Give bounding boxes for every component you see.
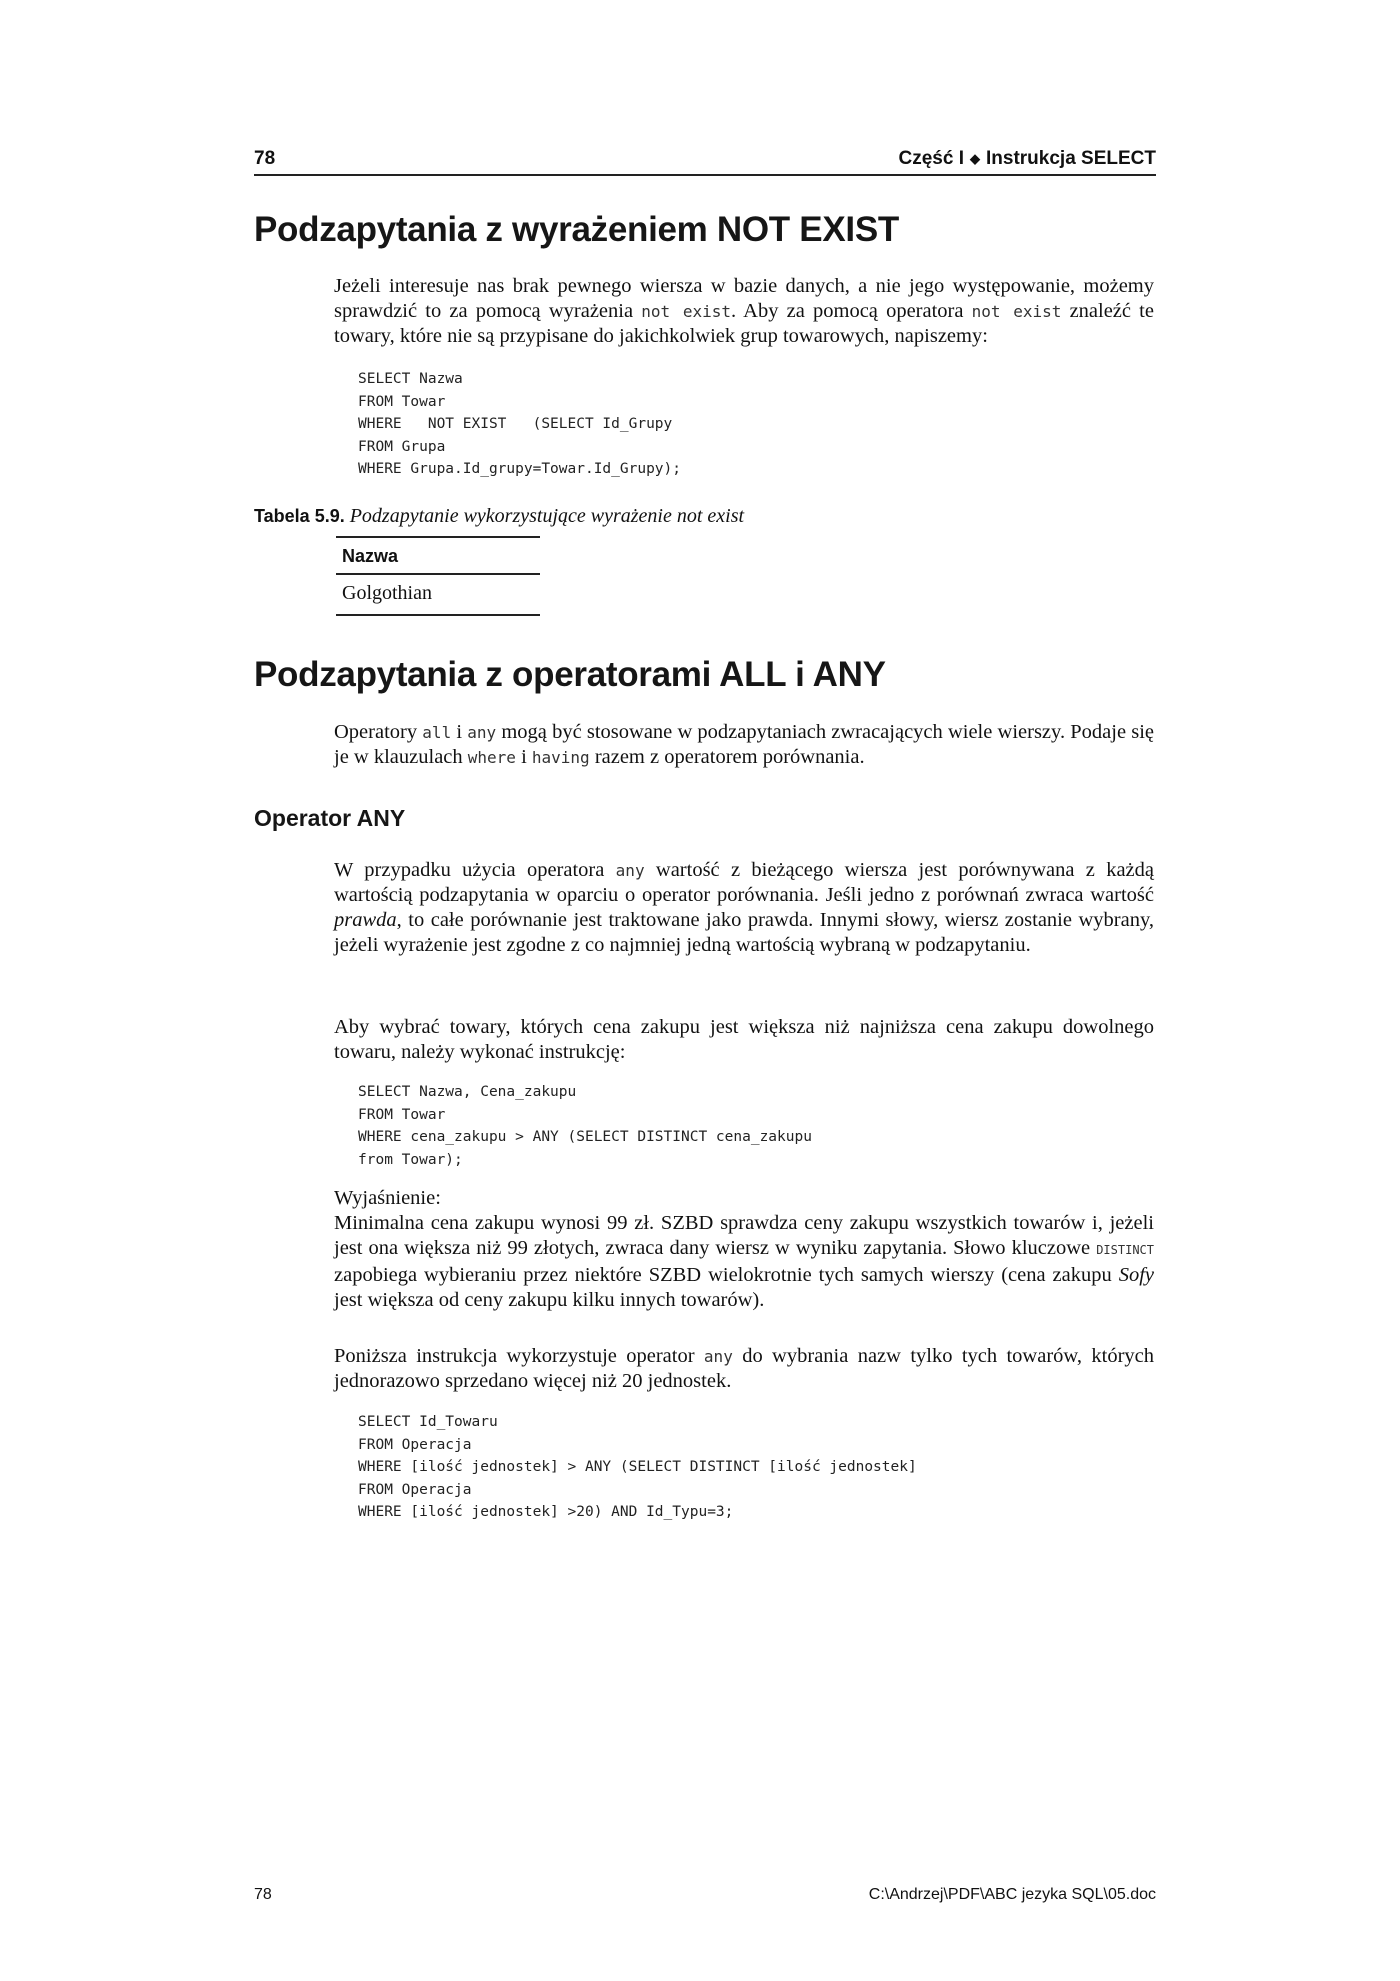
text-run: Operatory [334, 721, 423, 743]
text-run: Jeżeli interesuje nas brak pewnego wiersza w bazie danych, a nie jego występowanie, możemy sprawdzić to za pomocą wyrażenia [334, 275, 1154, 322]
text-run: . Aby za pomocą operatora [730, 300, 972, 322]
paragraph-all-any-intro [334, 720, 1154, 770]
inline-code: not exist [641, 302, 731, 321]
text-run: Poniższa instrukcja wykorzystuje operator [334, 1345, 704, 1367]
header-part: Część I [898, 148, 964, 169]
table-row [336, 574, 540, 615]
inline-code: all [422, 723, 452, 742]
paragraph-any-explanation [334, 858, 1154, 958]
code-block-any-2: SELECT Id_Towaru FROM Operacja WHERE [ilość jednostek] > ANY (SELECT DISTINCT [ilość jednostek] FROM Operacja WHERE [ilość jednostek] >20) AND Id_Typu=3; [358, 1414, 917, 1520]
result-table [336, 536, 540, 616]
table-cell: Golgothian [336, 574, 540, 615]
text-run: i [515, 746, 532, 768]
inline-code: not exist [971, 302, 1062, 321]
text-run: Minimalna cena zakupu wynosi 99 zł. SZBD sprawdza ceny zakupu wszystkich towarów i, jeżeli jest ona większa niż 99 złotych, zwraca dany wiersz w wyniku zapytania. Słowo kluczowe [334, 1212, 1154, 1259]
header-page-number: 78 [254, 148, 276, 169]
paragraph-any-example-intro: Aby wybrać towary, których cena zakupu jest większa niż najniższa cena zakupu dowolnego towaru, należy wykonać instrukcję: [334, 1016, 1154, 1063]
table-label: Tabela 5.9. [254, 506, 345, 526]
footer-page-number: 78 [254, 1886, 272, 1903]
emphasis-text: Sofy [1118, 1264, 1154, 1286]
inline-code: any [703, 1347, 733, 1366]
text-run: i [451, 721, 468, 743]
footer-file-path: C:\Andrzej\PDF\ABC jezyka SQL\05.doc [868, 1886, 1156, 1903]
code-block-not-exist: SELECT Nazwa FROM Towar WHERE NOT EXIST (SELECT Id_Grupy FROM Grupa WHERE Grupa.Id_grupy=Towar.Id_Grupy); [358, 371, 682, 477]
table-caption [254, 505, 744, 528]
text-run: razem z operatorem porównania. [589, 746, 865, 768]
paragraph-explanation [334, 1211, 1154, 1313]
text-run: mogą być stosowane w podzapytaniach zwracających wiele wierszy. Podaje się je w klauzulach [334, 721, 1154, 768]
paragraph-any-example2-intro [334, 1344, 1154, 1394]
text-run: wartość z bieżącego wiersza jest porównywana z każdą wartością podzapytania w oparciu o operator porównania. Jeśli jedno z porównań zwraca wartość [334, 859, 1155, 906]
explanation-label: Wyjaśnienie: [334, 1187, 441, 1209]
page-header [254, 148, 1156, 176]
inline-code: any [615, 861, 645, 880]
section-title-all-any: Podzapytania z operatorami ALL i ANY [254, 655, 886, 694]
paragraph-not-exist-intro [334, 274, 1154, 349]
header-chapter: Instrukcja SELECT [986, 148, 1156, 169]
section-title-not-exist: Podzapytania z wyrażeniem NOT EXIST [254, 210, 899, 249]
inline-code: where [467, 748, 516, 767]
diamond-icon: ◆ [970, 151, 980, 166]
code-block-any-1: SELECT Nazwa, Cena_zakupu FROM Towar WHERE cena_zakupu > ANY (SELECT DISTINCT cena_zakupu from Towar); [358, 1084, 812, 1168]
inline-code: any [467, 723, 497, 742]
inline-code: having [531, 748, 590, 767]
column-header-nazwa: Nazwa [336, 537, 540, 574]
header-chapter-info [899, 148, 1156, 170]
text-run: jest większa od ceny zakupu kilku innych towarów). [334, 1289, 765, 1311]
text-run: , to całe porównanie jest traktowane jako prawda. Innymi słowy, wiersz zostanie wybrany, jeżeli wyrażenie jest zgodne z co najmniej jedną wartością wybraną w podzapytaniu. [334, 909, 1154, 956]
text-run: zapobiega wybieraniu przez niektóre SZBD wielokrotnie tych samych wierszy (cena zakupu [334, 1264, 1119, 1286]
inline-code: DISTINCT [1096, 1243, 1154, 1257]
subsection-title-operator-any: Operator ANY [254, 805, 406, 831]
text-run: do wybrania nazw tylko tych towarów, których jednorazowo sprzedano więcej niż 20 jednostek. [334, 1345, 1154, 1392]
table-caption-text: Podzapytanie wykorzystujące wyrażenie not exist [349, 505, 745, 527]
text-run: znaleźć te towary, które nie są przypisane do jakichkolwiek grup towarowych, napiszemy: [334, 300, 1154, 347]
text-run: W przypadku użycia operatora [334, 859, 616, 881]
emphasis-text: prawda [334, 909, 397, 931]
table-header-row [336, 537, 540, 574]
